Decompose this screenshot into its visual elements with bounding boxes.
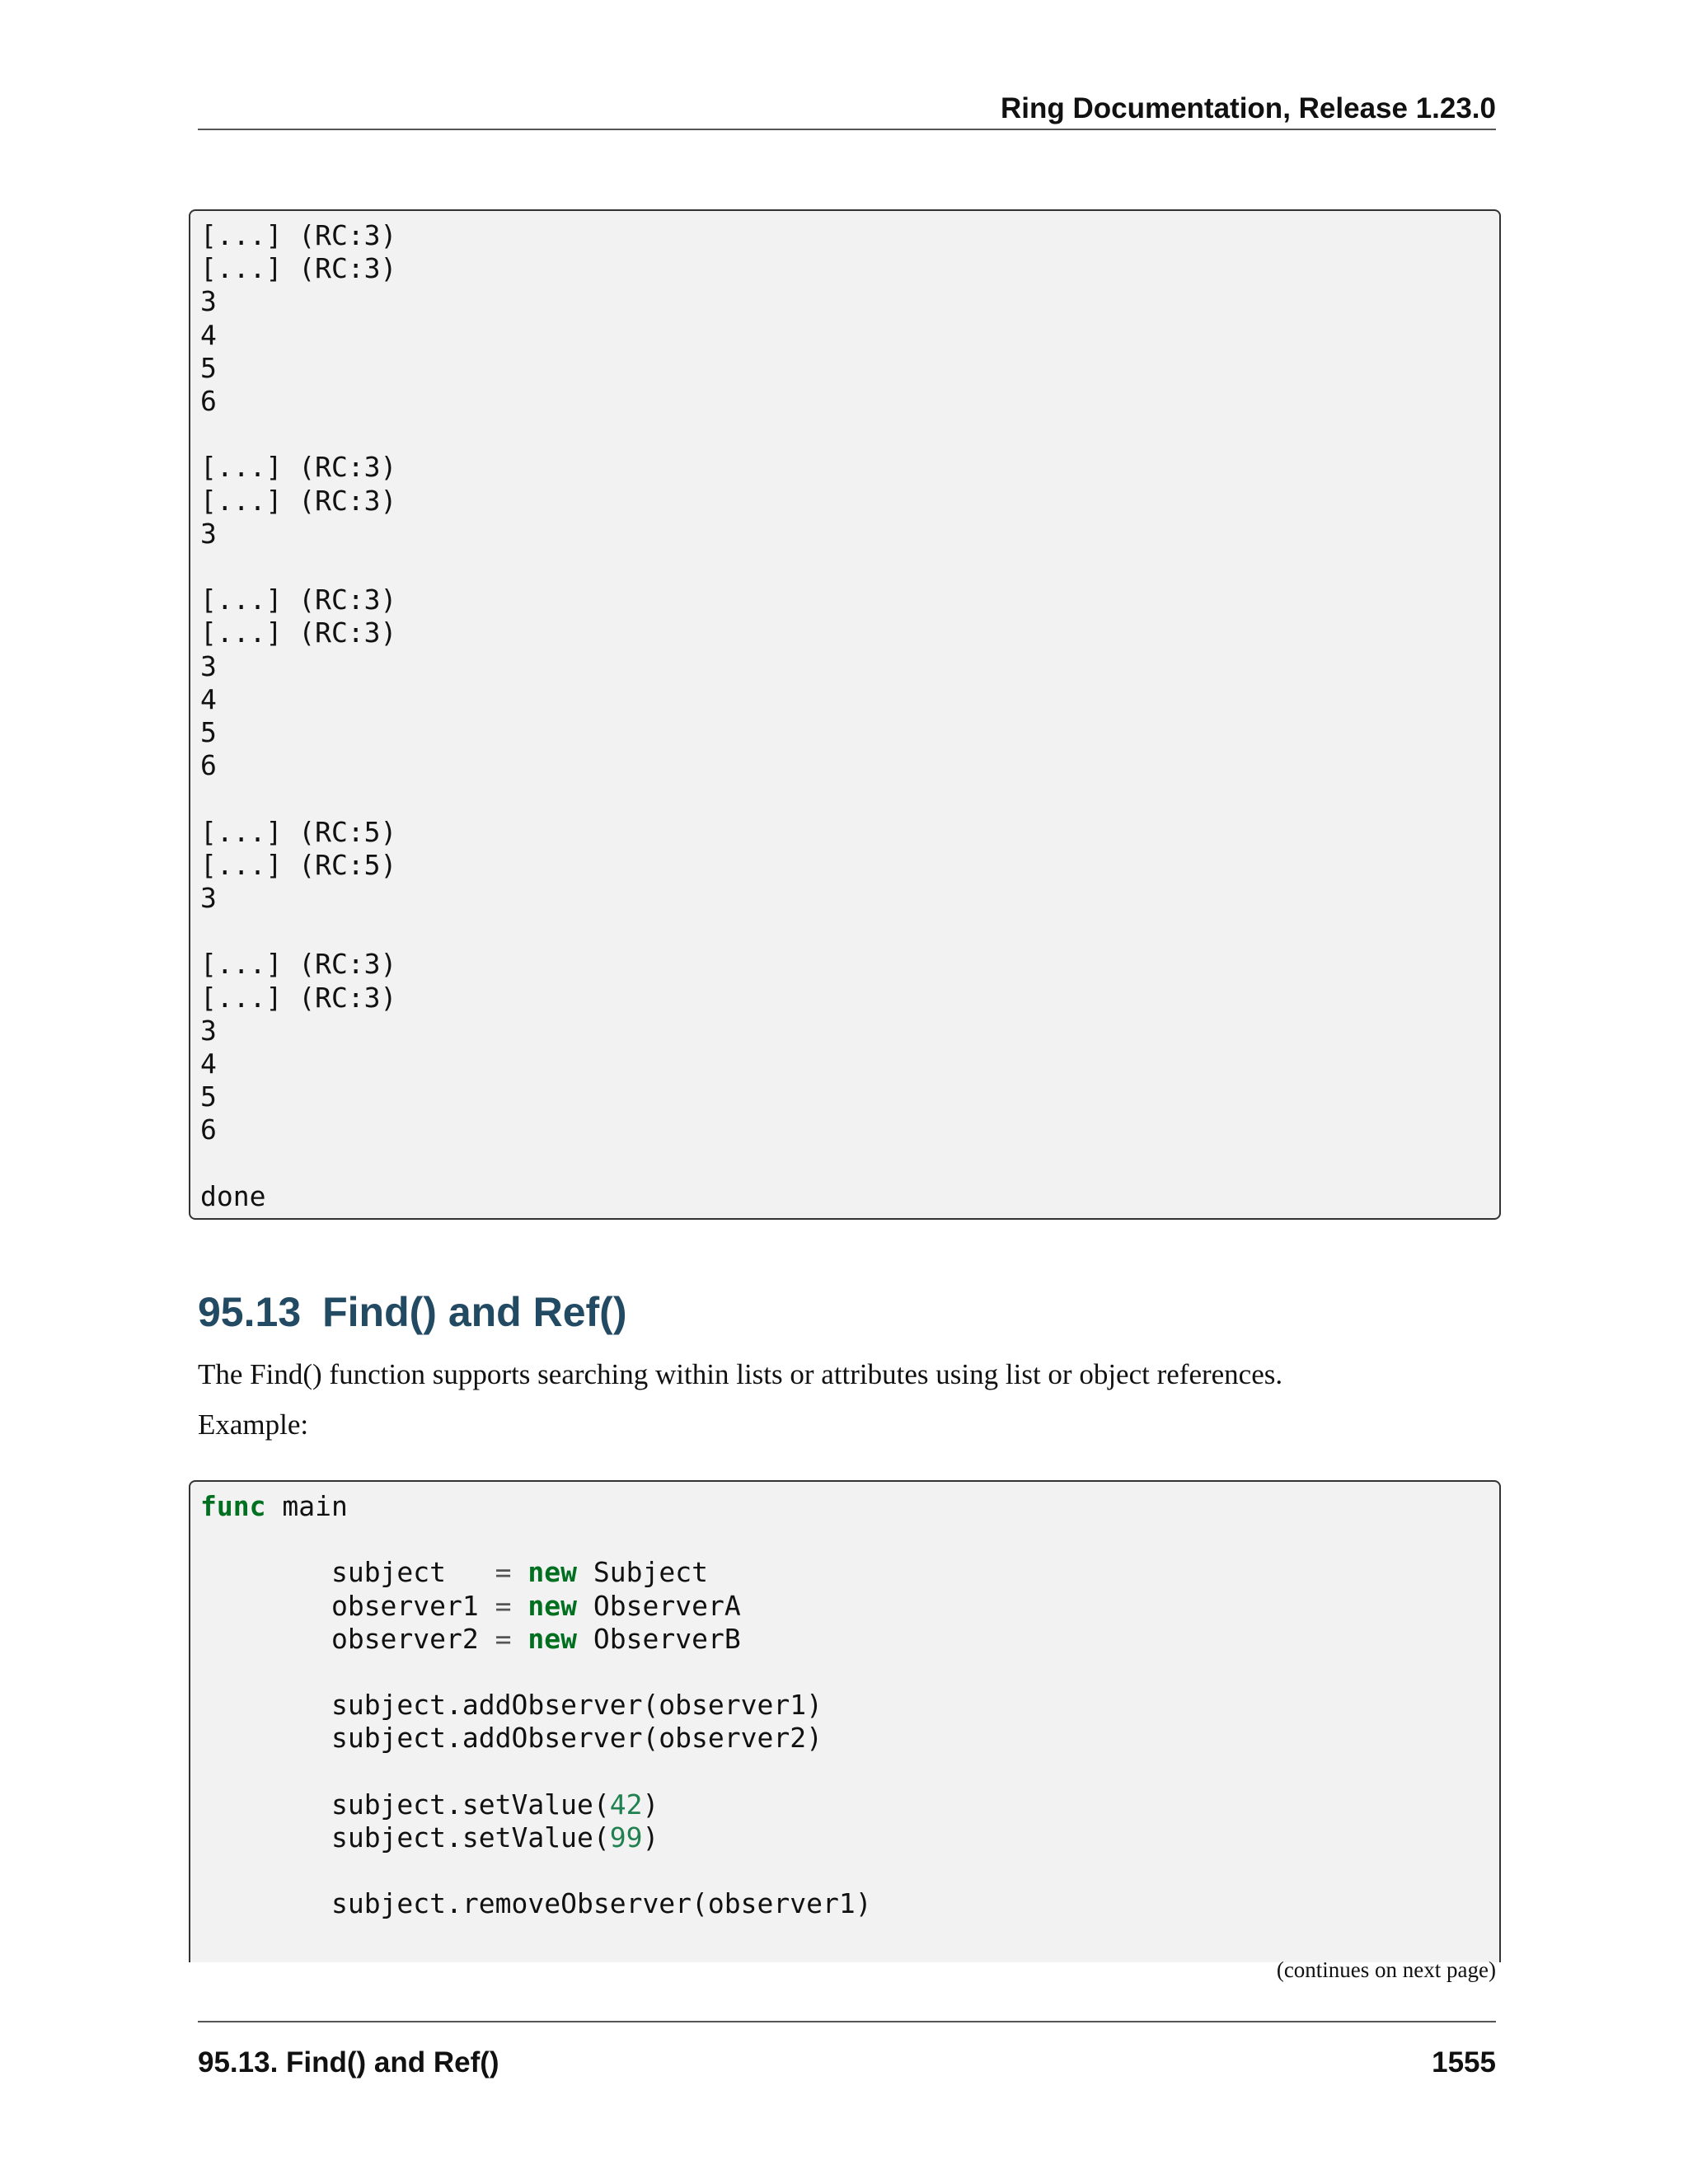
running-footer bbox=[198, 2046, 1496, 2079]
footer-rule bbox=[198, 2021, 1496, 2022]
keyword-func: func bbox=[200, 1490, 266, 1522]
continues-note: (continues on next page) bbox=[1276, 1957, 1496, 1982]
footer-section: 95.13. Find() and Ref() bbox=[198, 2046, 499, 2079]
section-heading bbox=[198, 1288, 627, 1336]
page-number: 1555 bbox=[1432, 2046, 1496, 2079]
example-code-block bbox=[189, 1480, 1501, 1962]
body-paragraph: The Find() function supports searching within lists or attributes using list or object references. bbox=[198, 1358, 1283, 1390]
section-title-text: Find() and Ref() bbox=[322, 1289, 627, 1335]
output-code-block bbox=[189, 209, 1501, 1220]
example-label: Example: bbox=[198, 1408, 309, 1441]
header-rule bbox=[198, 129, 1496, 130]
output-code-text: [...] (RC:3) [...] (RC:3) 3 4 5 6 [...] (RC:3) [...] (RC:3) 3 [...] (RC:3) [...] (RC:3) 3 4 5 6 [...] (RC:5) [...] (RC:5) 3 [...] (RC:3) [...] (RC:3) 3 4 5 6 done bbox=[200, 219, 397, 1212]
running-header: Ring Documentation, Release 1.23.0 bbox=[1000, 92, 1496, 124]
section-number: 95.13 bbox=[198, 1289, 302, 1335]
example-code-text: func main subject = new Subject observer1 = new ObserverA observer2 = new ObserverB subject.addObserver(observer1) subject.addObserver(observer2) subject.setValue(42) subject.setValue(99) subject.removeObserver(observer1) bbox=[200, 1490, 872, 1920]
